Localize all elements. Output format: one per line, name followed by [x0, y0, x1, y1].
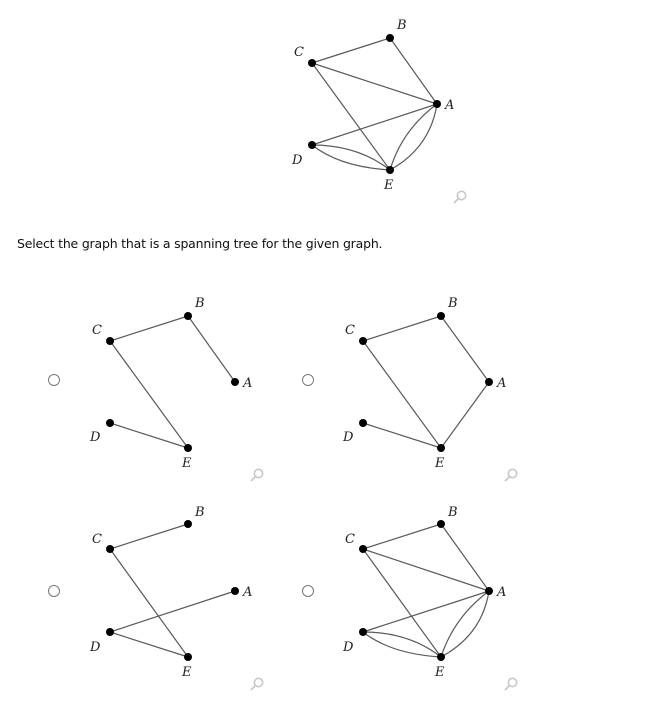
node-d	[308, 141, 316, 149]
option-4-graph	[342, 505, 506, 680]
edge-d-e	[110, 423, 188, 448]
label-c: C	[294, 45, 304, 60]
node-a	[433, 100, 441, 108]
radio-option-1[interactable]	[48, 374, 60, 386]
edge-d-a	[363, 591, 489, 632]
label-a: A	[445, 98, 455, 113]
edge-c-e	[363, 549, 441, 657]
node-e	[386, 166, 394, 174]
magnifier-icon[interactable]	[503, 467, 519, 483]
edge-a-e-1	[441, 591, 489, 657]
node-d	[359, 419, 367, 427]
label-d: D	[90, 430, 101, 445]
option-2-graph	[342, 296, 506, 471]
node-e	[184, 444, 192, 452]
label-e: E	[182, 456, 192, 471]
label-c: C	[345, 532, 355, 547]
edge-c-a	[363, 549, 489, 591]
edge-c-e	[110, 549, 188, 657]
edge-c-b	[312, 38, 390, 63]
node-d	[106, 628, 114, 636]
edge-d-e	[363, 423, 441, 448]
node-e	[184, 653, 192, 661]
edge-d-e-1	[312, 145, 390, 170]
label-e: E	[435, 456, 445, 471]
label-a: A	[497, 376, 507, 391]
edge-d-a	[110, 591, 235, 632]
label-b: B	[397, 18, 407, 33]
node-d	[106, 419, 114, 427]
edge-c-e	[363, 341, 441, 448]
node-c	[106, 337, 114, 345]
label-b: B	[195, 505, 205, 520]
edge-d-e-2	[363, 632, 441, 657]
label-d: D	[343, 430, 354, 445]
node-e	[437, 653, 445, 661]
label-c: C	[345, 323, 355, 338]
edge-d-a	[312, 104, 437, 145]
label-e: E	[182, 665, 192, 680]
node-b	[437, 520, 445, 528]
label-e: E	[384, 178, 394, 193]
node-b	[437, 312, 445, 320]
radio-option-3[interactable]	[48, 585, 60, 597]
node-c	[106, 545, 114, 553]
question-prompt: Select the graph that is a spanning tree for the given graph.	[17, 236, 383, 251]
magnifier-icon[interactable]	[249, 676, 265, 692]
label-b: B	[195, 296, 205, 311]
node-b	[184, 312, 192, 320]
edge-c-a	[312, 63, 437, 104]
label-e: E	[435, 665, 445, 680]
radio-option-2[interactable]	[302, 374, 314, 386]
option-1-graph	[89, 296, 252, 471]
edge-c-b	[110, 524, 188, 549]
label-d: D	[292, 153, 303, 168]
label-b: B	[448, 296, 458, 311]
label-a: A	[497, 585, 507, 600]
edge-b-a	[441, 524, 489, 591]
edge-c-e	[312, 63, 390, 170]
node-c	[308, 59, 316, 67]
node-d	[359, 628, 367, 636]
magnifier-icon[interactable]	[503, 676, 519, 692]
edge-b-a	[188, 316, 235, 382]
label-d: D	[343, 640, 354, 655]
edge-c-e	[110, 341, 188, 448]
given-graph	[291, 18, 454, 193]
label-a: A	[243, 376, 253, 391]
magnifier-icon[interactable]	[452, 189, 468, 205]
label-d: D	[90, 640, 101, 655]
node-e	[437, 444, 445, 452]
node-a	[231, 378, 239, 386]
node-b	[184, 520, 192, 528]
edge-c-b	[363, 316, 441, 341]
radio-option-4[interactable]	[302, 585, 314, 597]
edge-a-e-2	[441, 591, 489, 657]
node-b	[386, 34, 394, 42]
label-c: C	[92, 323, 102, 338]
label-c: C	[92, 532, 102, 547]
node-a	[231, 587, 239, 595]
edge-c-b	[110, 316, 188, 341]
edge-d-e	[110, 632, 188, 657]
edge-a-e-1	[390, 104, 437, 170]
edge-d-e-1	[363, 632, 441, 657]
node-a	[485, 587, 493, 595]
label-b: B	[448, 505, 458, 520]
edge-a-e-2	[390, 104, 437, 170]
label-a: A	[243, 585, 253, 600]
node-c	[359, 337, 367, 345]
node-a	[485, 378, 493, 386]
edge-b-a	[390, 38, 437, 104]
edge-c-b	[363, 524, 441, 549]
edge-b-a	[441, 316, 489, 382]
edge-d-e-2	[312, 145, 390, 170]
edge-a-e	[441, 382, 489, 448]
magnifier-icon[interactable]	[249, 467, 265, 483]
option-3-graph	[89, 505, 252, 680]
node-c	[359, 545, 367, 553]
